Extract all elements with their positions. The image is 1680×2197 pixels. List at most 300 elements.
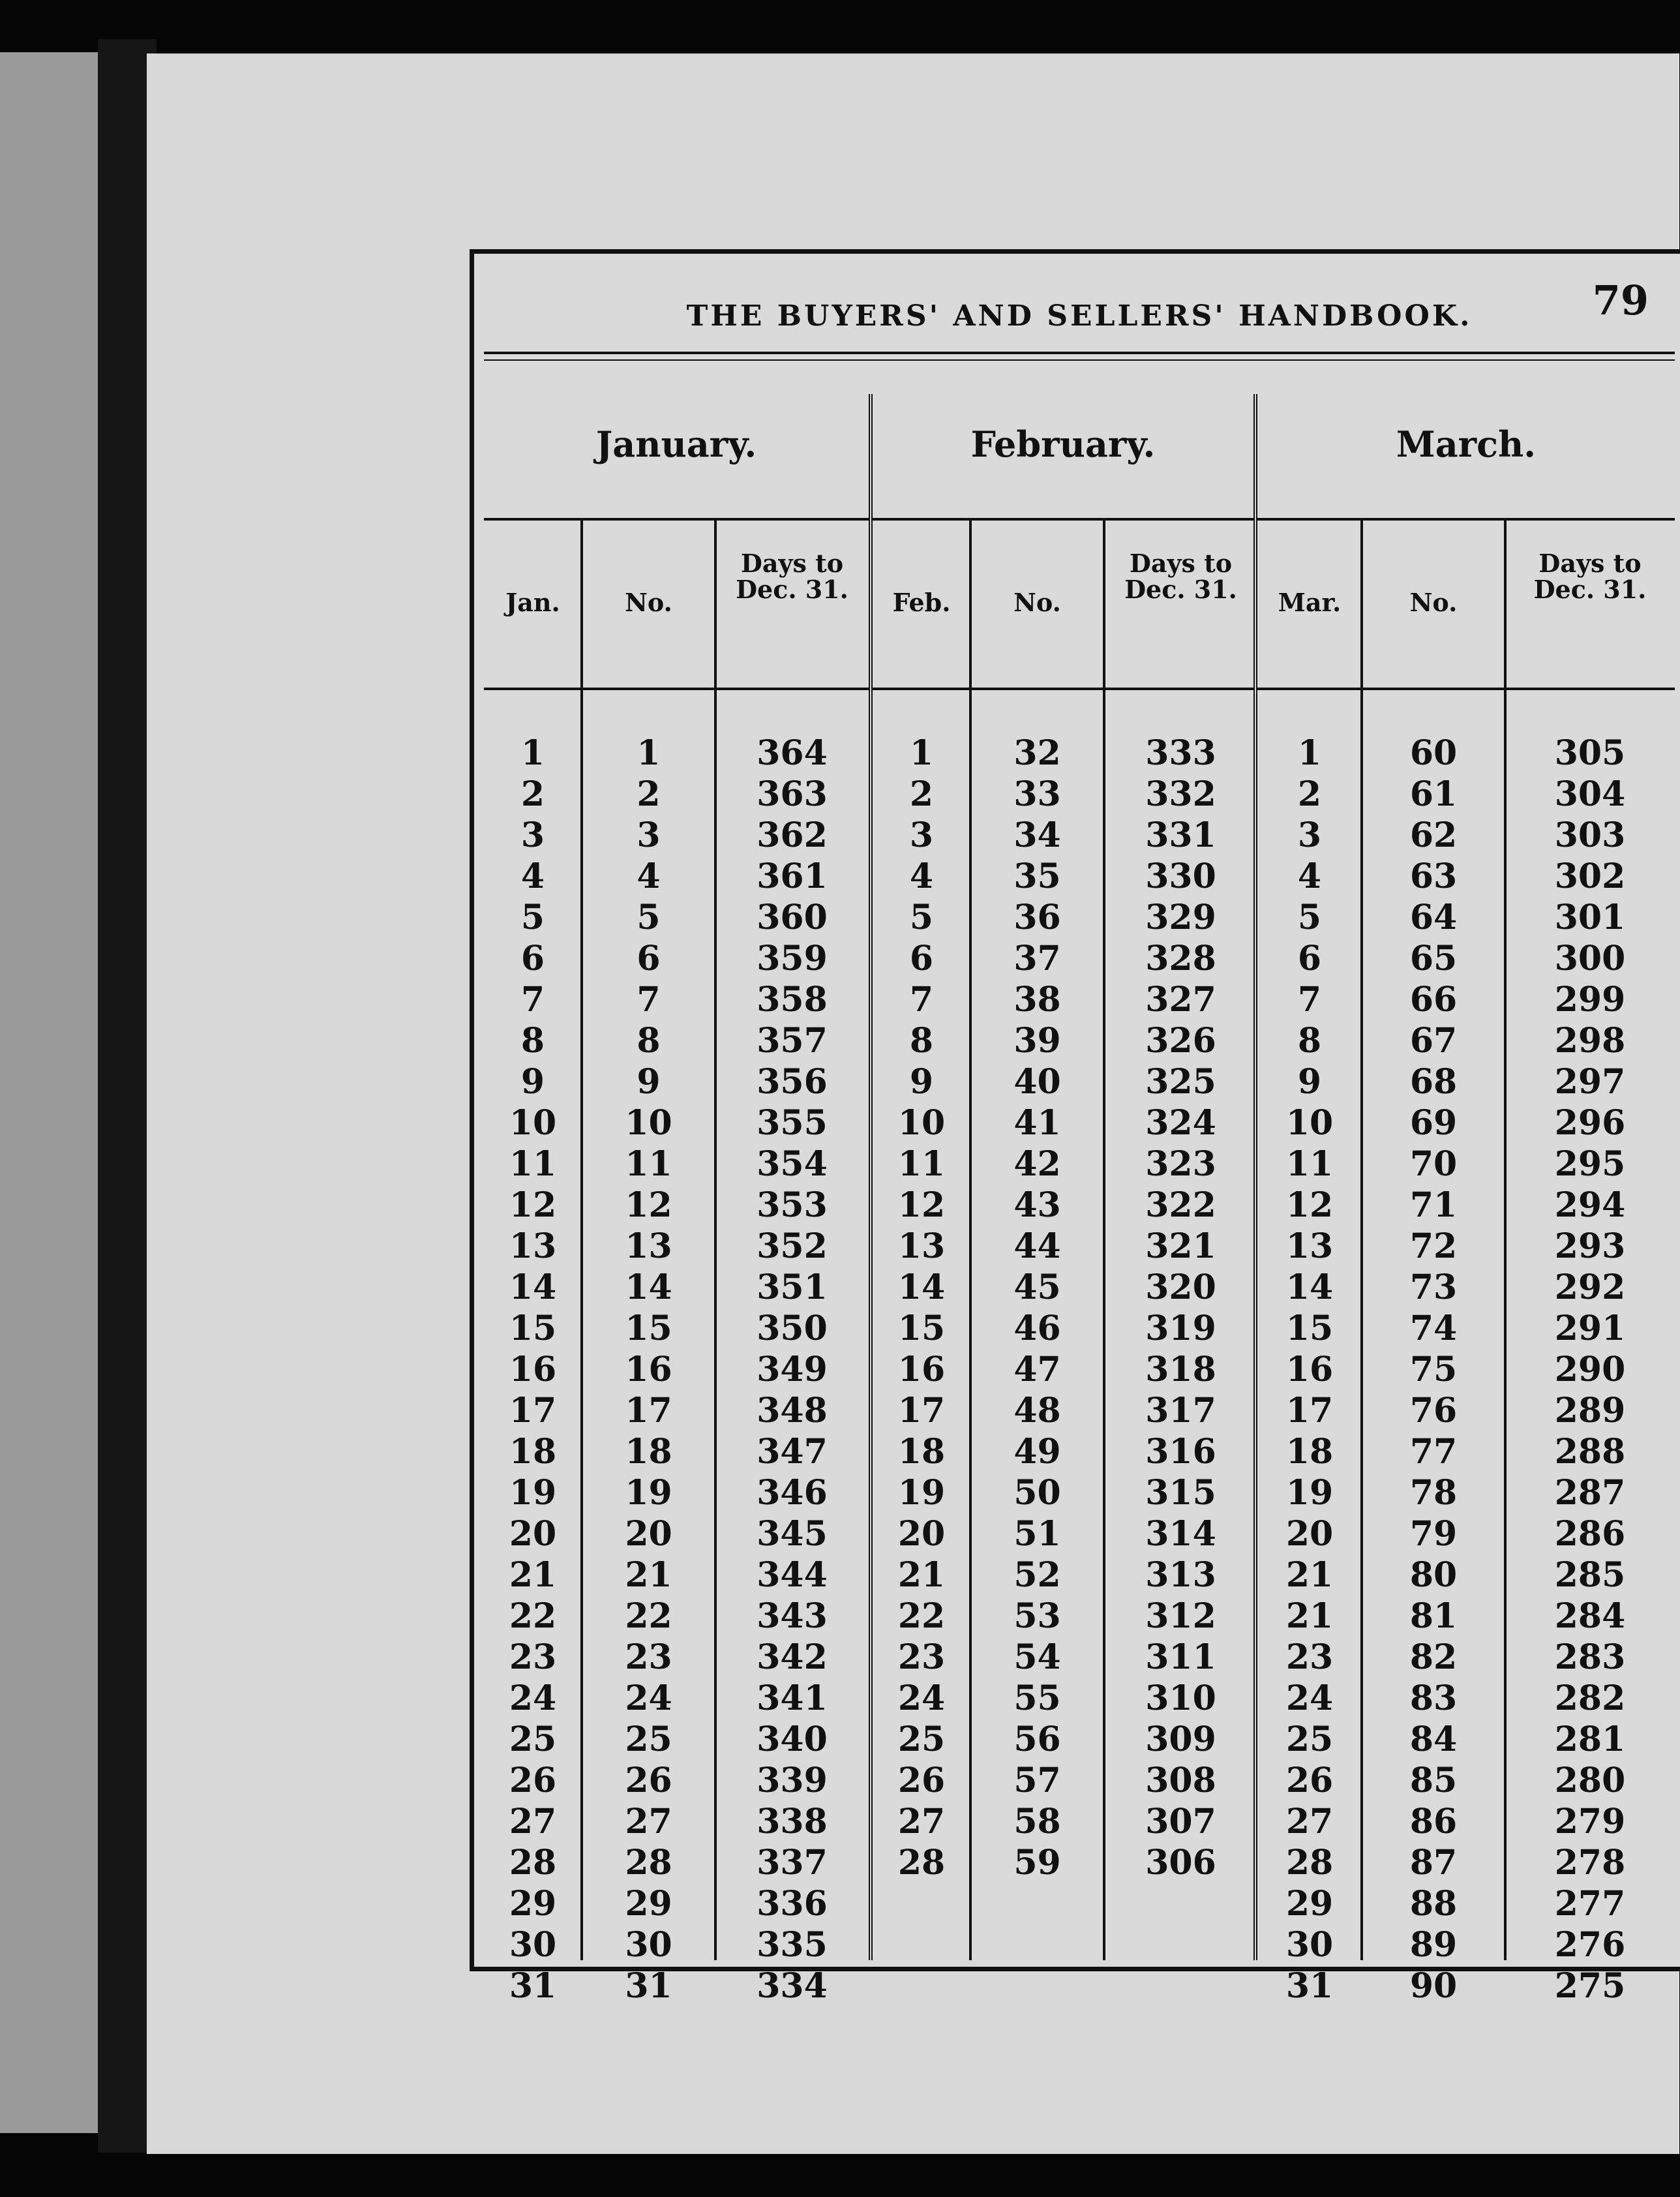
cell-number: 32 xyxy=(1013,733,1061,773)
cell-number: 16 xyxy=(625,1350,672,1389)
cell-day: 24 xyxy=(509,1678,557,1718)
table-row xyxy=(484,1925,869,1966)
cell-day: 21 xyxy=(1285,1596,1334,1636)
cell-number: 14 xyxy=(625,1267,672,1307)
cell-number: 78 xyxy=(1409,1473,1458,1513)
table-row xyxy=(1257,898,1675,939)
cell-number: 59 xyxy=(1013,1843,1061,1883)
table-row xyxy=(1257,774,1675,815)
table-row xyxy=(1257,1884,1675,1925)
cell-days-to-dec: 312 xyxy=(1145,1596,1216,1636)
march-rows xyxy=(1257,733,1675,2007)
cell-day: 16 xyxy=(509,1350,557,1389)
cell-day: 18 xyxy=(509,1432,557,1472)
column-header-day: Jan. xyxy=(505,588,560,617)
table-row xyxy=(484,1966,869,2007)
table-row xyxy=(484,856,869,898)
table-row xyxy=(873,1473,1253,1514)
cell-number: 63 xyxy=(1409,856,1458,896)
cell-day: 9 xyxy=(909,1062,934,1102)
cell-day: 18 xyxy=(1285,1432,1334,1472)
cell-day: 6 xyxy=(1297,939,1322,978)
table-row xyxy=(873,815,1253,856)
table-row xyxy=(484,1884,869,1925)
table-row xyxy=(873,1802,1253,1843)
cell-days-to-dec: 337 xyxy=(757,1843,828,1883)
cell-day: 1 xyxy=(1297,733,1322,773)
cell-days-to-dec: 281 xyxy=(1554,1720,1626,1759)
cell-days-to-dec: 283 xyxy=(1554,1637,1626,1677)
table-row xyxy=(873,1309,1253,1350)
table-row xyxy=(873,1185,1253,1226)
cell-number: 39 xyxy=(1013,1021,1061,1061)
cell-day: 22 xyxy=(897,1596,946,1636)
cell-days-to-dec: 344 xyxy=(757,1555,828,1595)
column-header-days-to-dec: Days to Dec. 31. xyxy=(1533,549,1647,604)
cell-days-to-dec: 356 xyxy=(757,1062,828,1102)
cell-number: 20 xyxy=(625,1514,672,1554)
cell-number: 36 xyxy=(1013,898,1061,937)
cell-number: 62 xyxy=(1409,815,1458,855)
table-row xyxy=(484,1555,869,1596)
cell-days-to-dec: 293 xyxy=(1554,1226,1626,1266)
column-header-number: No. xyxy=(1013,588,1061,617)
cell-day: 26 xyxy=(1285,1761,1334,1800)
column-header-number: No. xyxy=(625,588,672,617)
table-row xyxy=(484,733,869,774)
cell-days-to-dec: 302 xyxy=(1554,856,1626,896)
month-february xyxy=(869,394,1253,1960)
cell-day: 27 xyxy=(509,1802,557,1841)
cell-day: 20 xyxy=(897,1514,946,1554)
table-row xyxy=(873,1103,1253,1144)
table-frame xyxy=(470,249,1680,2006)
cell-days-to-dec: 359 xyxy=(757,939,828,978)
cell-number: 83 xyxy=(1409,1678,1458,1718)
table-row xyxy=(873,1226,1253,1267)
cell-days-to-dec: 288 xyxy=(1554,1432,1626,1472)
cell-day: 25 xyxy=(1285,1720,1334,1759)
cell-days-to-dec: 280 xyxy=(1554,1761,1626,1800)
cell-days-to-dec: 362 xyxy=(757,815,828,855)
cell-day: 17 xyxy=(509,1391,557,1431)
month-title: February. xyxy=(970,423,1156,465)
cell-day: 10 xyxy=(509,1103,557,1143)
month-rule xyxy=(873,518,1253,521)
table-row xyxy=(1257,1185,1675,1226)
cell-day: 29 xyxy=(1285,1884,1334,1924)
cell-day: 21 xyxy=(897,1555,946,1595)
column-header-day: Mar. xyxy=(1278,588,1342,617)
cell-number: 45 xyxy=(1013,1267,1061,1307)
cell-day: 14 xyxy=(1285,1267,1334,1307)
cell-day: 28 xyxy=(897,1843,946,1883)
cell-number: 26 xyxy=(625,1761,672,1800)
cell-day: 7 xyxy=(909,980,934,1020)
cell-day: 10 xyxy=(1285,1103,1334,1143)
header-rule xyxy=(484,352,1675,354)
cell-day: 31 xyxy=(1285,1966,1334,2006)
table-row xyxy=(873,898,1253,939)
table-row xyxy=(873,980,1253,1021)
cell-day: 13 xyxy=(509,1226,557,1266)
cell-day: 11 xyxy=(509,1144,557,1184)
cell-day: 23 xyxy=(897,1637,946,1677)
table-row xyxy=(873,939,1253,980)
cell-day: 31 xyxy=(509,1966,557,2006)
cell-number: 15 xyxy=(625,1309,672,1348)
cell-days-to-dec: 347 xyxy=(757,1432,828,1472)
cell-number: 68 xyxy=(1409,1062,1458,1102)
cell-days-to-dec: 341 xyxy=(757,1678,828,1718)
cell-number: 12 xyxy=(625,1185,672,1225)
table-row xyxy=(1257,1514,1675,1555)
table-row xyxy=(873,1432,1253,1473)
cell-number: 8 xyxy=(637,1021,661,1061)
cell-days-to-dec: 290 xyxy=(1554,1350,1626,1389)
cell-day: 19 xyxy=(897,1473,946,1513)
cell-number: 66 xyxy=(1409,980,1458,1020)
cell-days-to-dec: 316 xyxy=(1145,1432,1216,1472)
cell-days-to-dec: 324 xyxy=(1145,1103,1216,1143)
cell-number: 84 xyxy=(1409,1720,1458,1759)
cell-days-to-dec: 364 xyxy=(757,733,828,773)
table-row xyxy=(1257,1637,1675,1678)
cell-number: 82 xyxy=(1409,1637,1458,1677)
cell-day: 29 xyxy=(509,1884,557,1924)
facing-page-edge xyxy=(0,52,98,2133)
table-row xyxy=(484,1514,869,1555)
cell-days-to-dec: 361 xyxy=(757,856,828,896)
table-row xyxy=(1257,1062,1675,1103)
table-row xyxy=(873,1843,1253,1884)
table-row xyxy=(484,898,869,939)
cell-day: 6 xyxy=(909,939,934,978)
cell-day: 28 xyxy=(509,1843,557,1883)
column-header-days-to-dec: Days to Dec. 31. xyxy=(1124,549,1237,604)
cell-day: 12 xyxy=(509,1185,557,1225)
cell-days-to-dec: 311 xyxy=(1145,1637,1216,1677)
cell-day: 23 xyxy=(509,1637,557,1677)
table-row xyxy=(484,1062,869,1103)
table-row xyxy=(873,1555,1253,1596)
table-row xyxy=(873,856,1253,898)
cell-days-to-dec: 353 xyxy=(757,1185,828,1225)
cell-number: 30 xyxy=(625,1925,672,1965)
table-row xyxy=(484,1350,869,1391)
cell-days-to-dec: 329 xyxy=(1145,898,1216,937)
cell-days-to-dec: 357 xyxy=(757,1021,828,1061)
cell-days-to-dec: 331 xyxy=(1145,815,1216,855)
cell-days-to-dec: 279 xyxy=(1554,1802,1626,1841)
cell-day: 14 xyxy=(509,1267,557,1307)
cell-number: 48 xyxy=(1013,1391,1061,1431)
table-row xyxy=(484,1185,869,1226)
table-row xyxy=(873,1021,1253,1062)
february-rows xyxy=(873,733,1253,1884)
table-row xyxy=(484,1391,869,1432)
table-row xyxy=(1257,1144,1675,1185)
cell-day: 26 xyxy=(897,1761,946,1800)
cell-day: 24 xyxy=(1285,1678,1334,1718)
cell-day: 19 xyxy=(509,1473,557,1513)
table-row xyxy=(1257,1555,1675,1596)
cell-number: 6 xyxy=(637,939,661,978)
month-march xyxy=(1253,394,1675,2006)
cell-days-to-dec: 338 xyxy=(757,1802,828,1841)
table-row xyxy=(484,939,869,980)
cell-day: 15 xyxy=(897,1309,946,1348)
table-row xyxy=(1257,1350,1675,1391)
table-row xyxy=(1257,1103,1675,1144)
cell-day: 4 xyxy=(909,856,934,896)
column-header-day: Feb. xyxy=(892,588,951,617)
cell-days-to-dec: 343 xyxy=(757,1596,828,1636)
table-row xyxy=(484,1473,869,1514)
cell-days-to-dec: 315 xyxy=(1145,1473,1216,1513)
table-row xyxy=(1257,1391,1675,1432)
month-tables xyxy=(484,394,1675,2006)
cell-days-to-dec: 354 xyxy=(757,1144,828,1184)
cell-days-to-dec: 314 xyxy=(1145,1514,1216,1554)
cell-number: 29 xyxy=(625,1884,672,1924)
cell-number: 17 xyxy=(625,1391,672,1431)
table-row xyxy=(1257,1309,1675,1350)
table-row xyxy=(873,1720,1253,1761)
cell-number: 74 xyxy=(1409,1309,1458,1348)
cell-day: 5 xyxy=(1297,898,1322,937)
cell-day: 11 xyxy=(1285,1144,1334,1184)
table-row xyxy=(873,1062,1253,1103)
cell-day: 26 xyxy=(509,1761,557,1800)
cell-day: 12 xyxy=(1285,1185,1334,1225)
cell-number: 1 xyxy=(637,733,661,773)
cell-days-to-dec: 286 xyxy=(1554,1514,1626,1554)
cell-number: 9 xyxy=(637,1062,661,1102)
table-row xyxy=(873,1514,1253,1555)
cell-number: 60 xyxy=(1409,733,1458,773)
cell-days-to-dec: 318 xyxy=(1145,1350,1216,1389)
cell-days-to-dec: 297 xyxy=(1554,1062,1626,1102)
cell-day: 15 xyxy=(509,1309,557,1348)
cell-number: 75 xyxy=(1409,1350,1458,1389)
cell-number: 58 xyxy=(1013,1802,1061,1841)
cell-number: 5 xyxy=(637,898,661,937)
cell-day: 13 xyxy=(897,1226,946,1266)
cell-day: 27 xyxy=(1285,1802,1334,1841)
cell-day: 21 xyxy=(1285,1555,1334,1595)
cell-number: 3 xyxy=(637,815,661,855)
cell-days-to-dec: 303 xyxy=(1554,815,1626,855)
cell-days-to-dec: 342 xyxy=(757,1637,828,1677)
cell-number: 35 xyxy=(1013,856,1061,896)
cell-number: 2 xyxy=(637,774,661,814)
table-row xyxy=(873,733,1253,774)
cell-day: 15 xyxy=(1285,1309,1334,1348)
cell-days-to-dec: 309 xyxy=(1145,1720,1216,1759)
cell-number: 33 xyxy=(1013,774,1061,814)
table-row xyxy=(484,1432,869,1473)
cell-days-to-dec: 306 xyxy=(1145,1843,1216,1883)
cell-days-to-dec: 298 xyxy=(1554,1021,1626,1061)
table-row xyxy=(1257,1761,1675,1802)
column-header-days-to-dec: Days to Dec. 31. xyxy=(736,549,848,604)
cell-day: 9 xyxy=(520,1062,545,1102)
cell-days-to-dec: 296 xyxy=(1554,1103,1626,1143)
cell-days-to-dec: 330 xyxy=(1145,856,1216,896)
cell-day: 25 xyxy=(509,1720,557,1759)
table-row xyxy=(1257,1925,1675,1966)
cell-number: 34 xyxy=(1013,815,1061,855)
cell-day: 3 xyxy=(1297,815,1322,855)
cell-number: 41 xyxy=(1013,1103,1061,1143)
cell-number: 22 xyxy=(625,1596,672,1636)
cell-days-to-dec: 345 xyxy=(757,1514,828,1554)
cell-day: 2 xyxy=(520,774,545,814)
cell-number: 71 xyxy=(1409,1185,1458,1225)
table-row xyxy=(1257,1596,1675,1637)
cell-number: 24 xyxy=(625,1678,672,1718)
column-header-number: No. xyxy=(1409,588,1458,617)
month-rule xyxy=(1257,518,1675,521)
cell-number: 47 xyxy=(1013,1350,1061,1389)
cell-number: 38 xyxy=(1013,980,1061,1020)
cell-number: 65 xyxy=(1409,939,1458,978)
cell-number: 67 xyxy=(1409,1021,1458,1061)
cell-days-to-dec: 355 xyxy=(757,1103,828,1143)
cell-number: 25 xyxy=(625,1720,672,1759)
cell-days-to-dec: 322 xyxy=(1145,1185,1216,1225)
cell-number: 88 xyxy=(1409,1884,1458,1924)
cell-number: 18 xyxy=(625,1432,672,1472)
table-row xyxy=(1257,980,1675,1021)
page-number: 79 xyxy=(1592,277,1649,324)
cell-number: 7 xyxy=(637,980,661,1020)
table-row xyxy=(1257,1021,1675,1062)
cell-days-to-dec: 319 xyxy=(1145,1309,1216,1348)
table-row xyxy=(873,1761,1253,1802)
cell-days-to-dec: 323 xyxy=(1145,1144,1216,1184)
cell-number: 49 xyxy=(1013,1432,1061,1472)
cell-days-to-dec: 335 xyxy=(757,1925,828,1965)
cell-number: 23 xyxy=(625,1637,672,1677)
cell-number: 27 xyxy=(625,1802,672,1841)
cell-days-to-dec: 333 xyxy=(1145,733,1216,773)
table-row xyxy=(1257,1267,1675,1309)
cell-day: 25 xyxy=(897,1720,946,1759)
cell-day: 30 xyxy=(509,1925,557,1965)
table-row xyxy=(484,1843,869,1884)
table-row xyxy=(484,1144,869,1185)
cell-number: 43 xyxy=(1013,1185,1061,1225)
header-rule-thin xyxy=(484,359,1675,361)
cell-days-to-dec: 313 xyxy=(1145,1555,1216,1595)
cell-number: 85 xyxy=(1409,1761,1458,1800)
cell-day: 17 xyxy=(1285,1391,1334,1431)
cell-number: 70 xyxy=(1409,1144,1458,1184)
table-row xyxy=(484,1267,869,1309)
cell-days-to-dec: 282 xyxy=(1554,1678,1626,1718)
table-row xyxy=(484,1761,869,1802)
cell-day: 7 xyxy=(1297,980,1322,1020)
cell-number: 87 xyxy=(1409,1843,1458,1883)
cell-number: 28 xyxy=(625,1843,672,1883)
cell-number: 64 xyxy=(1409,898,1458,937)
month-january xyxy=(484,394,869,2006)
cell-days-to-dec: 278 xyxy=(1554,1843,1626,1883)
table-row xyxy=(1257,815,1675,856)
table-row xyxy=(873,1391,1253,1432)
cell-days-to-dec: 325 xyxy=(1145,1062,1216,1102)
cell-day: 8 xyxy=(1297,1021,1322,1061)
cell-days-to-dec: 304 xyxy=(1554,774,1626,814)
cell-day: 4 xyxy=(1297,856,1322,896)
cell-day: 19 xyxy=(1285,1473,1334,1513)
column-header-rule xyxy=(1257,688,1675,690)
cell-number: 11 xyxy=(625,1144,672,1184)
cell-number: 90 xyxy=(1409,1966,1458,2006)
cell-days-to-dec: 289 xyxy=(1554,1391,1626,1431)
cell-number: 57 xyxy=(1013,1761,1061,1800)
cell-days-to-dec: 321 xyxy=(1145,1226,1216,1266)
cell-number: 46 xyxy=(1013,1309,1061,1348)
cell-day: 7 xyxy=(520,980,545,1020)
cell-day: 9 xyxy=(1297,1062,1322,1102)
cell-days-to-dec: 277 xyxy=(1554,1884,1626,1924)
table-row xyxy=(484,980,869,1021)
january-rows xyxy=(484,733,869,2007)
cell-day: 23 xyxy=(1285,1637,1334,1677)
table-row xyxy=(873,1637,1253,1678)
cell-number: 52 xyxy=(1013,1555,1061,1595)
cell-days-to-dec: 351 xyxy=(757,1267,828,1307)
cell-number: 31 xyxy=(625,1966,672,2006)
cell-number: 21 xyxy=(625,1555,672,1595)
cell-day: 2 xyxy=(1297,774,1322,814)
table-row xyxy=(873,774,1253,815)
cell-number: 81 xyxy=(1409,1596,1458,1636)
cell-day: 1 xyxy=(520,733,545,773)
cell-days-to-dec: 332 xyxy=(1145,774,1216,814)
cell-days-to-dec: 360 xyxy=(757,898,828,937)
cell-day: 8 xyxy=(520,1021,545,1061)
cell-day: 24 xyxy=(897,1678,946,1718)
cell-number: 13 xyxy=(625,1226,672,1266)
cell-days-to-dec: 292 xyxy=(1554,1267,1626,1307)
cell-days-to-dec: 363 xyxy=(757,774,828,814)
cell-day: 17 xyxy=(897,1391,946,1431)
cell-number: 54 xyxy=(1013,1637,1061,1677)
cell-day: 28 xyxy=(1285,1843,1334,1883)
cell-days-to-dec: 301 xyxy=(1554,898,1626,937)
cell-day: 8 xyxy=(909,1021,934,1061)
cell-days-to-dec: 320 xyxy=(1145,1267,1216,1307)
cell-number: 51 xyxy=(1013,1514,1061,1554)
cell-days-to-dec: 340 xyxy=(757,1720,828,1759)
cell-number: 37 xyxy=(1013,939,1061,978)
cell-days-to-dec: 350 xyxy=(757,1309,828,1348)
cell-number: 76 xyxy=(1409,1391,1458,1431)
table-row xyxy=(873,1144,1253,1185)
table-row xyxy=(873,1596,1253,1637)
cell-day: 20 xyxy=(509,1514,557,1554)
cell-day: 3 xyxy=(520,815,545,855)
cell-days-to-dec: 328 xyxy=(1145,939,1216,978)
table-row xyxy=(1257,733,1675,774)
table-row xyxy=(1257,1802,1675,1843)
table-row xyxy=(484,1720,869,1761)
table-row xyxy=(1257,1432,1675,1473)
